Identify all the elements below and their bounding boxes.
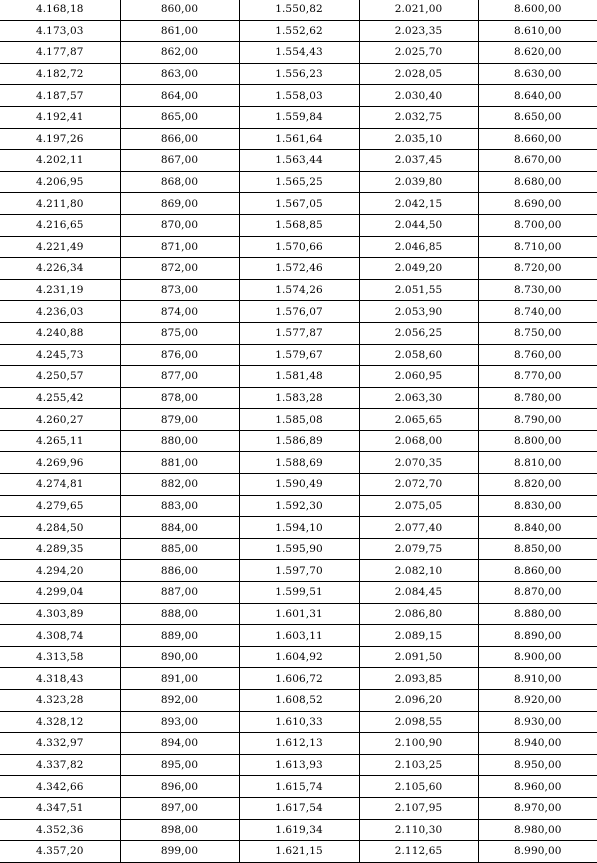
column-4-cell: 2.049,20 <box>359 258 478 280</box>
column-5-cell: 8.990,00 <box>478 841 597 863</box>
column-2-cell: 889,00 <box>120 625 239 647</box>
column-2-cell: 860,00 <box>120 0 239 20</box>
column-3-cell: 1.577,87 <box>239 322 359 344</box>
column-2-cell: 881,00 <box>120 452 239 474</box>
column-2-cell: 862,00 <box>120 42 239 64</box>
table-row <box>0 236 597 258</box>
table-row <box>0 387 597 409</box>
column-3-cell: 1.592,30 <box>239 495 359 517</box>
column-2-cell: 875,00 <box>120 322 239 344</box>
column-3-cell: 1.619,34 <box>239 819 359 841</box>
table-row <box>0 42 597 64</box>
column-2-cell: 867,00 <box>120 150 239 172</box>
table-row <box>0 625 597 647</box>
column-4-cell: 2.110,30 <box>359 819 478 841</box>
table-row <box>0 193 597 215</box>
column-4-cell: 2.072,70 <box>359 474 478 496</box>
column-1-cell: 4.255,42 <box>0 387 120 409</box>
column-4-cell: 2.025,70 <box>359 42 478 64</box>
column-4-cell: 2.086,80 <box>359 603 478 625</box>
column-4-cell: 2.035,10 <box>359 128 478 150</box>
column-4-cell: 2.028,05 <box>359 63 478 85</box>
column-3-cell: 1.597,70 <box>239 560 359 582</box>
column-5-cell: 8.760,00 <box>478 344 597 366</box>
column-3-cell: 1.581,48 <box>239 366 359 388</box>
column-3-cell: 1.561,64 <box>239 128 359 150</box>
column-3-cell: 1.583,28 <box>239 387 359 409</box>
column-5-cell: 8.970,00 <box>478 797 597 819</box>
column-1-cell: 4.250,57 <box>0 366 120 388</box>
table-row <box>0 171 597 193</box>
column-5-cell: 8.740,00 <box>478 301 597 323</box>
column-2-cell: 896,00 <box>120 776 239 798</box>
column-2-cell: 871,00 <box>120 236 239 258</box>
column-4-cell: 2.039,80 <box>359 171 478 193</box>
table-row <box>0 128 597 150</box>
column-3-cell: 1.595,90 <box>239 538 359 560</box>
column-5-cell: 8.660,00 <box>478 128 597 150</box>
column-1-cell: 4.323,28 <box>0 690 120 712</box>
column-2-cell: 885,00 <box>120 538 239 560</box>
column-2-cell: 861,00 <box>120 20 239 42</box>
table-row <box>0 841 597 863</box>
table-row <box>0 0 597 20</box>
column-5-cell: 8.630,00 <box>478 63 597 85</box>
column-3-cell: 1.606,72 <box>239 668 359 690</box>
column-2-cell: 868,00 <box>120 171 239 193</box>
column-2-cell: 888,00 <box>120 603 239 625</box>
column-4-cell: 2.037,45 <box>359 150 478 172</box>
column-5-cell: 8.670,00 <box>478 150 597 172</box>
column-3-cell: 1.601,31 <box>239 603 359 625</box>
column-2-cell: 866,00 <box>120 128 239 150</box>
column-4-cell: 2.056,25 <box>359 322 478 344</box>
column-5-cell: 8.830,00 <box>478 495 597 517</box>
column-1-cell: 4.202,11 <box>0 150 120 172</box>
column-1-cell: 4.206,95 <box>0 171 120 193</box>
column-2-cell: 893,00 <box>120 711 239 733</box>
column-2-cell: 873,00 <box>120 279 239 301</box>
column-1-cell: 4.216,65 <box>0 214 120 236</box>
column-5-cell: 8.820,00 <box>478 474 597 496</box>
table-row <box>0 258 597 280</box>
column-1-cell: 4.192,41 <box>0 106 120 128</box>
column-1-cell: 4.303,89 <box>0 603 120 625</box>
column-5-cell: 8.750,00 <box>478 322 597 344</box>
column-4-cell: 2.112,65 <box>359 841 478 863</box>
column-4-cell: 2.030,40 <box>359 85 478 107</box>
column-4-cell: 2.107,95 <box>359 797 478 819</box>
column-4-cell: 2.063,30 <box>359 387 478 409</box>
column-4-cell: 2.060,95 <box>359 366 478 388</box>
column-1-cell: 4.284,50 <box>0 517 120 539</box>
column-5-cell: 8.610,00 <box>478 20 597 42</box>
column-5-cell: 8.840,00 <box>478 517 597 539</box>
column-1-cell: 4.211,80 <box>0 193 120 215</box>
column-4-cell: 2.046,85 <box>359 236 478 258</box>
column-4-cell: 2.058,60 <box>359 344 478 366</box>
column-2-cell: 886,00 <box>120 560 239 582</box>
column-5-cell: 8.770,00 <box>478 366 597 388</box>
column-3-cell: 1.552,62 <box>239 20 359 42</box>
column-5-cell: 8.780,00 <box>478 387 597 409</box>
column-2-cell: 890,00 <box>120 646 239 668</box>
column-2-cell: 887,00 <box>120 582 239 604</box>
column-3-cell: 1.570,66 <box>239 236 359 258</box>
column-1-cell: 4.347,51 <box>0 797 120 819</box>
column-3-cell: 1.594,10 <box>239 517 359 539</box>
column-3-cell: 1.572,46 <box>239 258 359 280</box>
table-row <box>0 797 597 819</box>
column-3-cell: 1.567,05 <box>239 193 359 215</box>
column-4-cell: 2.077,40 <box>359 517 478 539</box>
table-row <box>0 322 597 344</box>
column-3-cell: 1.612,13 <box>239 733 359 755</box>
column-4-cell: 2.023,35 <box>359 20 478 42</box>
column-5-cell: 8.870,00 <box>478 582 597 604</box>
column-2-cell: 892,00 <box>120 690 239 712</box>
column-2-cell: 874,00 <box>120 301 239 323</box>
column-5-cell: 8.640,00 <box>478 85 597 107</box>
column-5-cell: 8.850,00 <box>478 538 597 560</box>
column-2-cell: 877,00 <box>120 366 239 388</box>
column-3-cell: 1.558,03 <box>239 85 359 107</box>
column-5-cell: 8.930,00 <box>478 711 597 733</box>
column-3-cell: 1.574,26 <box>239 279 359 301</box>
table-row <box>0 646 597 668</box>
column-1-cell: 4.221,49 <box>0 236 120 258</box>
column-3-cell: 1.590,49 <box>239 474 359 496</box>
column-2-cell: 870,00 <box>120 214 239 236</box>
column-2-cell: 879,00 <box>120 409 239 431</box>
column-1-cell: 4.318,43 <box>0 668 120 690</box>
column-4-cell: 2.093,85 <box>359 668 478 690</box>
column-1-cell: 4.352,36 <box>0 819 120 841</box>
column-5-cell: 8.880,00 <box>478 603 597 625</box>
column-1-cell: 4.294,20 <box>0 560 120 582</box>
table-row <box>0 301 597 323</box>
column-3-cell: 1.586,89 <box>239 430 359 452</box>
table-row <box>0 603 597 625</box>
table-row <box>0 63 597 85</box>
column-5-cell: 8.810,00 <box>478 452 597 474</box>
column-5-cell: 8.940,00 <box>478 733 597 755</box>
column-3-cell: 1.621,15 <box>239 841 359 863</box>
column-2-cell: 863,00 <box>120 63 239 85</box>
column-5-cell: 8.920,00 <box>478 690 597 712</box>
table-row <box>0 20 597 42</box>
column-5-cell: 8.730,00 <box>478 279 597 301</box>
column-4-cell: 2.021,00 <box>359 0 478 20</box>
column-4-cell: 2.103,25 <box>359 754 478 776</box>
column-5-cell: 8.710,00 <box>478 236 597 258</box>
column-1-cell: 4.240,88 <box>0 322 120 344</box>
column-1-cell: 4.265,11 <box>0 430 120 452</box>
table-row <box>0 106 597 128</box>
table-row <box>0 474 597 496</box>
table-row <box>0 344 597 366</box>
column-1-cell: 4.313,58 <box>0 646 120 668</box>
table-row <box>0 668 597 690</box>
table-row <box>0 409 597 431</box>
column-5-cell: 8.960,00 <box>478 776 597 798</box>
table-row <box>0 690 597 712</box>
table-row <box>0 819 597 841</box>
column-1-cell: 4.274,81 <box>0 474 120 496</box>
column-4-cell: 2.096,20 <box>359 690 478 712</box>
column-5-cell: 8.700,00 <box>478 214 597 236</box>
table-row <box>0 430 597 452</box>
column-4-cell: 2.079,75 <box>359 538 478 560</box>
column-2-cell: 864,00 <box>120 85 239 107</box>
column-2-cell: 899,00 <box>120 841 239 863</box>
column-1-cell: 4.187,57 <box>0 85 120 107</box>
column-5-cell: 8.790,00 <box>478 409 597 431</box>
column-3-cell: 1.588,69 <box>239 452 359 474</box>
column-2-cell: 884,00 <box>120 517 239 539</box>
column-5-cell: 8.910,00 <box>478 668 597 690</box>
column-2-cell: 878,00 <box>120 387 239 409</box>
column-1-cell: 4.332,97 <box>0 733 120 755</box>
column-1-cell: 4.197,26 <box>0 128 120 150</box>
column-5-cell: 8.950,00 <box>478 754 597 776</box>
column-1-cell: 4.337,82 <box>0 754 120 776</box>
column-3-cell: 1.554,43 <box>239 42 359 64</box>
column-4-cell: 2.082,10 <box>359 560 478 582</box>
table-row <box>0 495 597 517</box>
table-row <box>0 517 597 539</box>
column-3-cell: 1.556,23 <box>239 63 359 85</box>
column-1-cell: 4.299,04 <box>0 582 120 604</box>
column-1-cell: 4.236,03 <box>0 301 120 323</box>
column-2-cell: 869,00 <box>120 193 239 215</box>
column-4-cell: 2.098,55 <box>359 711 478 733</box>
table-row <box>0 214 597 236</box>
column-1-cell: 4.226,34 <box>0 258 120 280</box>
column-2-cell: 898,00 <box>120 819 239 841</box>
table-row <box>0 733 597 755</box>
column-4-cell: 2.070,35 <box>359 452 478 474</box>
column-4-cell: 2.053,90 <box>359 301 478 323</box>
column-1-cell: 4.231,19 <box>0 279 120 301</box>
column-3-cell: 1.615,74 <box>239 776 359 798</box>
column-2-cell: 872,00 <box>120 258 239 280</box>
column-4-cell: 2.075,05 <box>359 495 478 517</box>
column-1-cell: 4.173,03 <box>0 20 120 42</box>
column-5-cell: 8.650,00 <box>478 106 597 128</box>
column-3-cell: 1.610,33 <box>239 711 359 733</box>
column-4-cell: 2.051,55 <box>359 279 478 301</box>
column-4-cell: 2.091,50 <box>359 646 478 668</box>
column-3-cell: 1.559,84 <box>239 106 359 128</box>
column-1-cell: 4.269,96 <box>0 452 120 474</box>
column-3-cell: 1.604,92 <box>239 646 359 668</box>
column-2-cell: 897,00 <box>120 797 239 819</box>
column-3-cell: 1.603,11 <box>239 625 359 647</box>
column-3-cell: 1.565,25 <box>239 171 359 193</box>
column-3-cell: 1.550,82 <box>239 0 359 20</box>
column-4-cell: 2.044,50 <box>359 214 478 236</box>
column-4-cell: 2.068,00 <box>359 430 478 452</box>
column-2-cell: 882,00 <box>120 474 239 496</box>
table-row <box>0 366 597 388</box>
column-4-cell: 2.105,60 <box>359 776 478 798</box>
column-3-cell: 1.579,67 <box>239 344 359 366</box>
table-row <box>0 85 597 107</box>
column-3-cell: 1.576,07 <box>239 301 359 323</box>
table-row <box>0 452 597 474</box>
column-3-cell: 1.617,54 <box>239 797 359 819</box>
table-row <box>0 538 597 560</box>
column-2-cell: 865,00 <box>120 106 239 128</box>
column-1-cell: 4.357,20 <box>0 841 120 863</box>
table-row <box>0 582 597 604</box>
column-3-cell: 1.599,51 <box>239 582 359 604</box>
column-5-cell: 8.980,00 <box>478 819 597 841</box>
column-4-cell: 2.065,65 <box>359 409 478 431</box>
table-row <box>0 560 597 582</box>
column-5-cell: 8.690,00 <box>478 193 597 215</box>
column-5-cell: 8.860,00 <box>478 560 597 582</box>
column-3-cell: 1.563,44 <box>239 150 359 172</box>
column-5-cell: 8.720,00 <box>478 258 597 280</box>
column-5-cell: 8.900,00 <box>478 646 597 668</box>
column-5-cell: 8.890,00 <box>478 625 597 647</box>
column-1-cell: 4.279,65 <box>0 495 120 517</box>
column-1-cell: 4.342,66 <box>0 776 120 798</box>
table-row <box>0 150 597 172</box>
column-4-cell: 2.042,15 <box>359 193 478 215</box>
column-3-cell: 1.585,08 <box>239 409 359 431</box>
column-4-cell: 2.032,75 <box>359 106 478 128</box>
column-1-cell: 4.245,73 <box>0 344 120 366</box>
column-1-cell: 4.328,12 <box>0 711 120 733</box>
column-5-cell: 8.800,00 <box>478 430 597 452</box>
column-1-cell: 4.182,72 <box>0 63 120 85</box>
column-1-cell: 4.177,87 <box>0 42 120 64</box>
column-2-cell: 876,00 <box>120 344 239 366</box>
column-4-cell: 2.089,15 <box>359 625 478 647</box>
column-3-cell: 1.608,52 <box>239 690 359 712</box>
column-3-cell: 1.568,85 <box>239 214 359 236</box>
column-2-cell: 894,00 <box>120 733 239 755</box>
column-2-cell: 880,00 <box>120 430 239 452</box>
column-4-cell: 2.084,45 <box>359 582 478 604</box>
column-1-cell: 4.168,18 <box>0 0 120 20</box>
column-5-cell: 8.620,00 <box>478 42 597 64</box>
column-2-cell: 891,00 <box>120 668 239 690</box>
table-row <box>0 711 597 733</box>
column-1-cell: 4.289,35 <box>0 538 120 560</box>
column-2-cell: 895,00 <box>120 754 239 776</box>
column-5-cell: 8.680,00 <box>478 171 597 193</box>
table-row <box>0 279 597 301</box>
column-5-cell: 8.600,00 <box>478 0 597 20</box>
column-1-cell: 4.260,27 <box>0 409 120 431</box>
column-1-cell: 4.308,74 <box>0 625 120 647</box>
table-row <box>0 776 597 798</box>
column-2-cell: 883,00 <box>120 495 239 517</box>
column-4-cell: 2.100,90 <box>359 733 478 755</box>
table-row <box>0 754 597 776</box>
column-3-cell: 1.613,93 <box>239 754 359 776</box>
